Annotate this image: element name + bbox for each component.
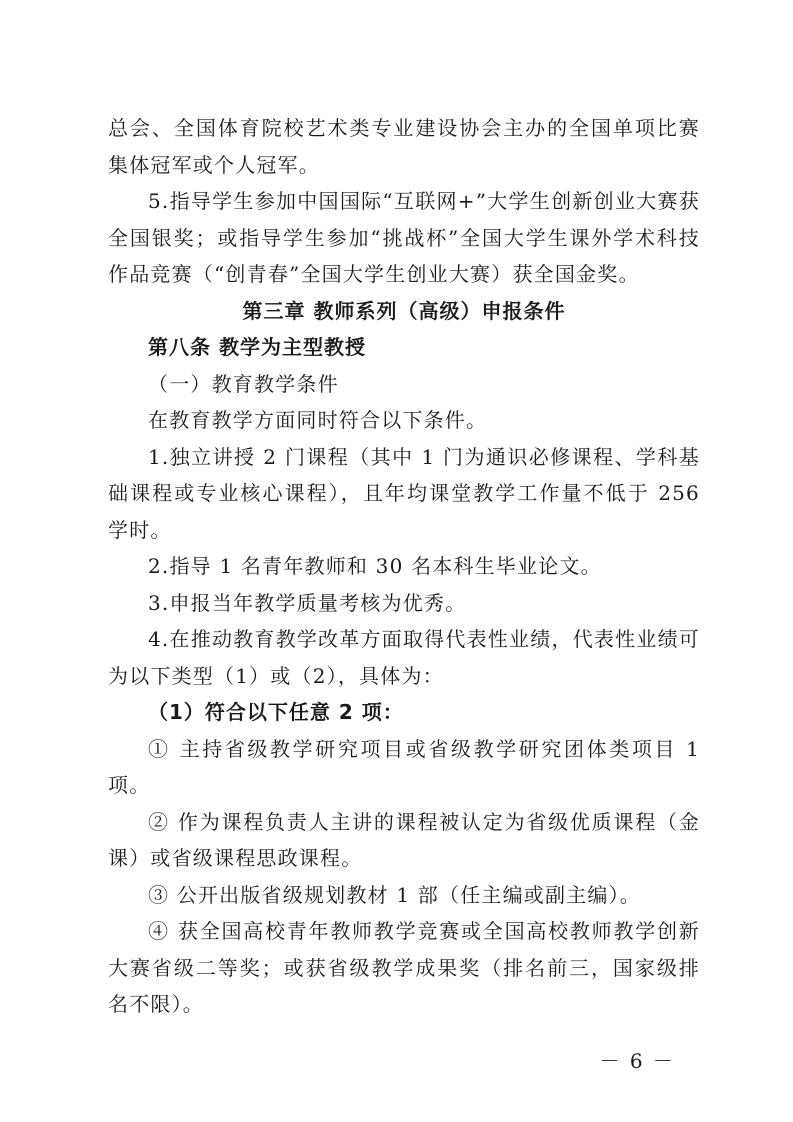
document-body	[108, 110, 700, 1023]
paragraph-intro: 在教育教学方面同时符合以下条件。	[148, 408, 488, 432]
list-item-4: ④ 获全国高校青年教师教学竞赛或全国高校教师教学创新大赛省级二等奖；或获省级教学成果奖（排名前三，国家级排名不限）。	[108, 919, 700, 1016]
chapter-title: 第三章 教师系列（高级）申报条件	[242, 298, 566, 323]
article-title: 第八条 教学为主型教授	[148, 335, 366, 359]
section-title: （一）教育教学条件	[148, 371, 339, 396]
list-item-1: ① 主持省级教学研究项目或省级教学研究团体类项目 1 项。	[108, 736, 700, 797]
list-item-2: ② 作为课程负责人主讲的课程被认定为省级优质课程（金课）或省级课程思政课程。	[108, 809, 700, 870]
paragraph-item-5: 5.指导学生参加中国国际“互联网+”大学生创新创业大赛获全国银奖；或指导学生参加“挑战杯”全国大学生课外学术科技作品竞赛（“创青春”全国大学生创业大赛）获全国金奖。	[108, 189, 700, 286]
paragraph-condition-4: 4.在推动教育教学改革方面取得代表性业绩，代表性业绩可为以下类型（1）或（2），具体为：	[108, 627, 700, 688]
paragraph-condition-2: 2.指导 1 名青年教师和 30 名本科生毕业论文。	[148, 554, 602, 578]
paragraph-condition-3: 3.申报当年教学质量考核为优秀。	[148, 590, 467, 615]
paragraph-continuation: 总会、全国体育院校艺术类专业建设协会主办的全国单项比赛集体冠军或个人冠军。	[108, 116, 700, 177]
item-head: （1）符合以下任意 2 项：	[148, 700, 404, 724]
list-item-3: ③ 公开出版省级规划教材 1 部（任主编或副主编）。	[148, 882, 641, 907]
page-number: － 6 －	[599, 1049, 675, 1073]
paragraph-condition-1: 1.独立讲授 2 门课程（其中 1 门为通识必修课程、学科基础课程或专业核心课程），且年均课堂教学工作量不低于 256 学时。	[108, 444, 700, 542]
